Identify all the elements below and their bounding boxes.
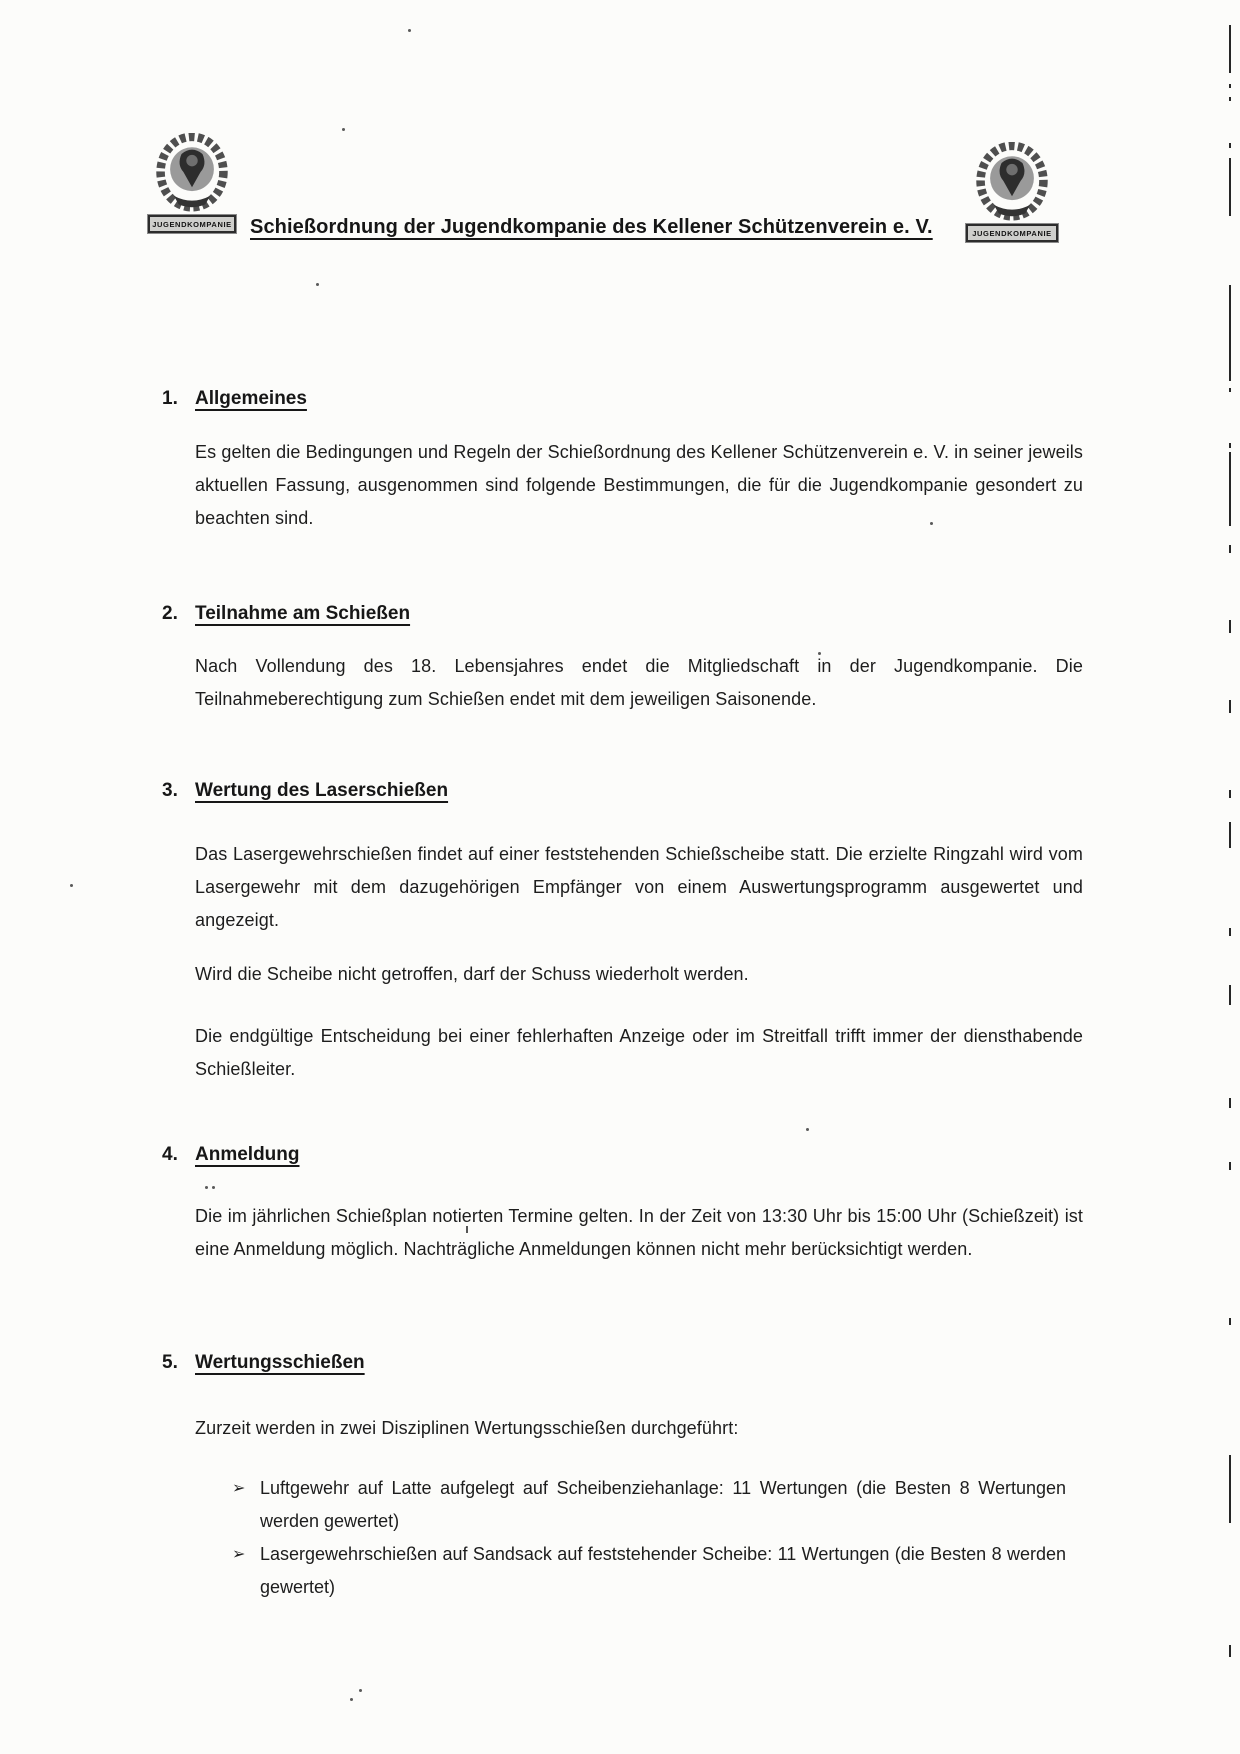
ink-speck — [466, 1226, 468, 1233]
section-3-paragraph: Die endgültige Entscheidung bei einer fehlerhaften Anzeige oder im Streitfall trifft immer der diensthabende Schießleiter. — [195, 1026, 1083, 1079]
section-5-paragraph: Zurzeit werden in zwei Disziplinen Wertungsschießen durchgeführt: — [195, 1418, 739, 1438]
scan-artifact-line — [1229, 84, 1231, 88]
scan-artifact-line — [1229, 285, 1231, 381]
ink-speck — [408, 29, 411, 32]
section-5-heading — [162, 1350, 365, 1376]
logo-left — [148, 133, 236, 233]
section-number: 2. — [162, 603, 178, 624]
section-3-paragraph: Wird die Scheibe nicht getroffen, darf der Schuss wiederholt werden. — [195, 964, 749, 984]
section-4-paragraph: Die im jährlichen Schießplan notierten Termine gelten. In der Zeit von 13:30 Uhr bis 15:00 Uhr (Schießzeit) ist eine Anmeldung möglich. Nachträgliche Anmeldungen können nicht mehr berücksichtigt werden. — [195, 1206, 1083, 1259]
list-item — [232, 1538, 1072, 1604]
section-number: 1. — [162, 388, 178, 409]
list-item-text: Luftgewehr auf Latte aufgelegt auf Scheibenziehanlage: 11 Wertungen (die Besten 8 Wertungen werden gewertet) — [260, 1478, 1066, 1531]
logo-right — [966, 142, 1058, 242]
section-heading-text: Anmeldung — [195, 1144, 300, 1165]
list-item-text: Lasergewehrschießen auf Sandsack auf feststehender Scheibe: 11 Wertungen (die Besten 8 werden gewertet) — [260, 1544, 1066, 1597]
scan-artifact-line — [1229, 388, 1231, 392]
wreath-emblem-icon — [973, 142, 1051, 222]
scan-artifact-line — [1229, 545, 1231, 553]
section-2-heading — [162, 601, 410, 627]
logo-left-banner-label: JUGENDKOMPANIE — [148, 215, 236, 233]
scan-artifact-line — [1229, 97, 1231, 101]
ink-speck — [342, 128, 345, 131]
section-heading-text: Allgemeines — [195, 388, 307, 409]
section-1-paragraph: Es gelten die Bedingungen und Regeln der Schießordnung des Kellener Schützenverein e. V. in seiner jeweils aktuellen Fassung, ausgenommen sind folgende Bestimmungen, die für die Jugendkompanie gesondert zu beachten sind. — [195, 442, 1083, 528]
section-number: 5. — [162, 1352, 178, 1373]
ink-speck — [350, 1698, 353, 1701]
section-heading-text: Teilnahme am Schießen — [195, 603, 411, 624]
arrow-bullet-icon: ➢ — [232, 1480, 246, 1497]
scan-artifact-line — [1229, 1162, 1231, 1170]
discipline-list — [232, 1472, 1072, 1604]
ink-speck — [359, 1689, 362, 1692]
section-heading-text: Wertungsschießen — [195, 1352, 365, 1373]
section-3-paragraph: Das Lasergewehrschießen findet auf einer feststehenden Schießscheibe statt. Die erzielte Ringzahl wird vom Lasergewehr mit dem dazugehörigen Empfänger von einem Auswertungsprogramm ausgewertet und angezeigt. — [195, 844, 1083, 930]
ink-speck — [930, 522, 933, 525]
section-heading-text: Wertung des Laserschießen — [195, 780, 449, 801]
section-2-paragraph: Nach Vollendung des 18. Lebensjahres endet die Mitgliedschaft in der Jugendkompanie. Die Teilnahmeberechtigung zum Schießen endet mit dem jeweiligen Saisonende. — [195, 656, 1083, 709]
ink-speck — [818, 652, 821, 655]
ink-speck — [316, 283, 319, 286]
scan-artifact-line — [1229, 1098, 1231, 1108]
ink-speck — [205, 1186, 208, 1189]
section-3-heading — [162, 778, 448, 804]
scan-artifact-line — [1229, 143, 1231, 148]
scan-artifact-line — [1229, 443, 1231, 448]
scan-artifact-line — [1229, 620, 1231, 633]
wreath-emblem-icon — [153, 133, 231, 213]
section-number: 4. — [162, 1144, 178, 1165]
scan-artifact-line — [1229, 452, 1231, 526]
document-title: Schießordnung der Jugendkompanie des Kellener Schützenverein e. V. — [250, 216, 933, 238]
logo-right-banner-label: JUGENDKOMPANIE — [966, 224, 1058, 242]
scan-artifact-line — [1229, 822, 1231, 848]
scan-artifact-line — [1229, 790, 1231, 798]
scan-artifact-line — [1229, 928, 1231, 936]
scan-artifact-line — [1229, 985, 1231, 1005]
section-number: 3. — [162, 780, 178, 801]
scan-artifact-line — [1229, 1455, 1231, 1523]
arrow-bullet-icon: ➢ — [232, 1546, 246, 1563]
section-4-heading — [162, 1142, 300, 1168]
list-item — [232, 1472, 1072, 1538]
scan-artifact-line — [1229, 25, 1231, 73]
ink-speck — [212, 1186, 215, 1189]
section-1-heading — [162, 386, 307, 412]
scan-artifact-line — [1229, 1645, 1231, 1657]
scan-artifact-line — [1229, 700, 1231, 713]
ink-speck — [806, 1128, 809, 1131]
scan-artifact-line — [1229, 1318, 1231, 1325]
scan-artifact-line — [1229, 158, 1231, 216]
ink-speck — [70, 884, 73, 887]
